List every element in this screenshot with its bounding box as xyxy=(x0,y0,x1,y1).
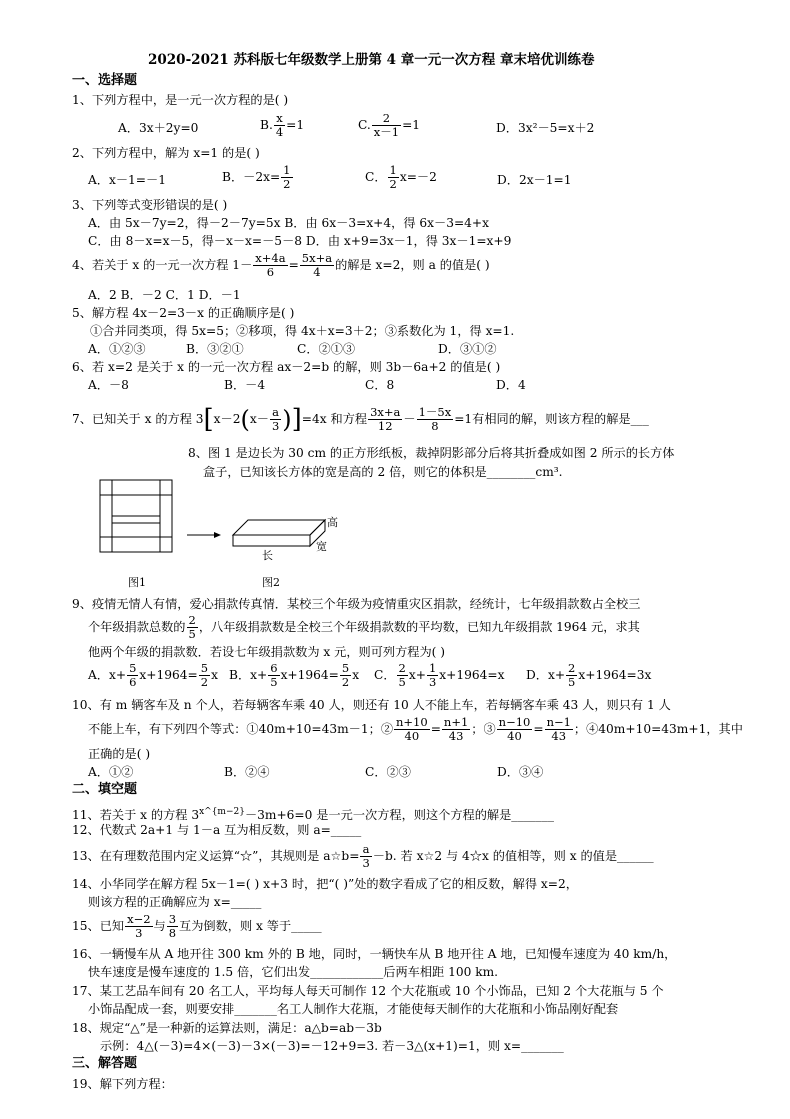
q10-line1: 10、有 m 辆客车及 n 个人，若每辆客车乘 40 人，则还有 10 人不能上车，若每辆客车乘 43 人，则只有 1 人 xyxy=(72,698,671,712)
q14-line1: 14、小华同学在解方程 5x－1=( ) x+3 时，把“( )”处的数字看成了它的相反数，解得 x=2， xyxy=(72,877,578,891)
q2-option-a: A．x－1=－1 xyxy=(88,173,166,187)
section-solve-heading: 三、解答题 xyxy=(72,1056,138,1071)
q12-stem: 12、代数式 2a+1 与 1－a 互为相反数，则 a=_____ xyxy=(72,823,362,837)
page-title: 2020-2021 苏科版七年级数学上册第 4 章一元一次方程 章末培优训练卷 xyxy=(148,52,595,68)
q19-stem: 19、解下列方程： xyxy=(72,1077,173,1091)
figure1-caption: 图1 xyxy=(128,576,146,589)
q10-option-d: D．③④ xyxy=(497,765,544,779)
q2-option-c: C． $\frac{1}{2}$ x=－2 xyxy=(365,163,437,191)
q9-option-d: D．x+ $\frac{2}{5}$ x+1964=3x xyxy=(526,661,652,689)
q18-line1: 18、规定“△”是一种新的运算法则，满足：a△b=ab－3b xyxy=(72,1021,382,1035)
q9-line2: 个年级捐款总数的 $\frac{2}{5}$ ，八年级捐款数是全校三个年级捐款数的平均数，已知九年级捐款 1964 元，求其 xyxy=(88,613,640,641)
q6-option-a: A．－8 xyxy=(88,378,129,392)
q5-stem: 5、解方程 4x－2=3－x 的正确顺序是( ) xyxy=(72,306,295,320)
q1-stem: 1、下列方程中，是一元一次方程的是( ) xyxy=(72,93,289,107)
q5-option-b: B．③②① xyxy=(186,342,244,356)
q10-option-b: B．②④ xyxy=(224,765,270,779)
q14-line2: 则该方程的正确解应为 x=_____ xyxy=(88,895,262,909)
q2-option-b: B．－2x= $\frac{1}{2}$ xyxy=(222,163,291,191)
figure2-caption: 图2 xyxy=(262,576,280,589)
q9-option-b: B．x+ $\frac{6}{5}$ x+1964= $\frac{5}{2}$ x xyxy=(229,661,360,689)
q5-option-d: D．③①② xyxy=(438,342,497,356)
q5-option-a: A．①②③ xyxy=(88,342,146,356)
q4-options: A．2 B．－2 C．1 D．－1 xyxy=(88,288,241,302)
q9-line1: 9、疫情无情人有情，爱心捐款传真情．某校三个年级为疫情重灾区捐款，经统计，七年级捐款数占全校三 xyxy=(72,597,641,611)
q9-option-c: C． $\frac{2}{5}$ x+ $\frac{1}{3}$ x+1964=x xyxy=(374,661,505,689)
q3-options-ab: A．由 5x－7y=2，得－2－7y=5x B．由 6x－3=x+4，得 6x－3=4+x xyxy=(88,216,490,230)
q16-line1: 16、一辆慢车从 A 地开往 300 km 外的 B 地，同时，一辆快车从 B 地开往 A 地，已知慢车速度为 40 km/h， xyxy=(72,947,677,961)
q1-option-d: D．3x²－5=x＋2 xyxy=(496,121,595,135)
q5-steps: ①合并同类项，得 5x=5；②移项，得 4x＋x=3＋2；③系数化为 1，得 x=1. xyxy=(90,324,515,338)
q1-option-a: A．3x＋2y=0 xyxy=(118,121,199,135)
q17-line2: 小饰品配成一套，则要安排_______名工人制作大花瓶，才能使每天制作的大花瓶和小饰品刚好配套 xyxy=(88,1002,619,1016)
q1-option-c: C. $\frac{2}{x-1}$ =1 xyxy=(358,111,421,139)
q6-stem: 6、若 x=2 是关于 x 的一元一次方程 ax－2=b 的解，则 3b－6a+2 的值是( ) xyxy=(72,360,501,374)
q9-option-a: A．x+ $\frac{5}{6}$ x+1964= $\frac{5}{2}$ x xyxy=(88,661,218,689)
q10-line3: 正确的是( ) xyxy=(88,747,151,761)
q11-stem: 11、若关于 x 的方程 $3^{x\^{}\{m-2\}}-3m+6=0$ 是一元一次方程，则这个方程的解是_______ xyxy=(72,807,554,823)
section-choice-heading: 一、选择题 xyxy=(72,73,138,88)
q6-option-d: D．4 xyxy=(496,378,526,392)
q6-option-c: C．8 xyxy=(365,378,395,392)
q6-option-b: B．－4 xyxy=(224,378,266,392)
q10-option-a: A．①② xyxy=(88,765,134,779)
q2-stem: 2、下列方程中，解为 x=1 的是( ) xyxy=(72,146,260,160)
arrow-icon xyxy=(187,532,221,538)
q16-line2: 快车速度是慢车速度的 1.5 倍，它们出发____________后两车相距 100 km. xyxy=(88,965,499,979)
q8-line2: 盒子，已知该长方体的宽是高的 2 倍，则它的体积是________cm³. xyxy=(203,465,563,479)
q8-figures xyxy=(90,478,370,590)
q8-line1: 8、图 1 是边长为 30 cm 的正方形纸板，裁掉阴影部分后将其折叠成如图 2 所示的长方体 xyxy=(188,446,675,460)
q10-option-c: C．②③ xyxy=(365,765,411,779)
q3-stem: 3、下列等式变形错误的是( ) xyxy=(72,198,228,212)
q7-stem: 7、已知关于 x 的方程 3[x－2(x－ $\frac{a}{3}$ )]=4x 和方程 $\frac{3x+a}{12}$ － $\frac{1-5x}{8}$ =1有相同的解，则该方程的解是___ xyxy=(72,404,649,435)
q2-option-d: D．2x－1=1 xyxy=(497,173,572,187)
q4-stem: 4、若关于 x 的一元一次方程 1－ $\frac{x+4a}{6}$ = $\frac{5x+a}{4}$ 的解是 x=2，则 a 的值是( ) xyxy=(72,251,490,279)
section-fill-heading: 二、填空题 xyxy=(72,782,138,797)
q1-option-b: B. $\frac{x}{4}$ =1 xyxy=(260,111,305,139)
label-height: 高 xyxy=(327,516,338,529)
q15-stem: 15、已知 $\frac{x-2}{3}$ 与 $\frac{3}{8}$ 互为倒数，则 x 等于_____ xyxy=(72,912,322,940)
q13-stem: 13、在有理数范围内定义运算“☆”，其规则是 a☆b= $\frac{a}{3}$ －b. 若 x☆2 与 4☆x 的值相等，则 x 的值是______ xyxy=(72,842,654,870)
q17-line1: 17、某工艺品车间有 20 名工人，平均每人每天可制作 12 个大花瓶或 10 个小饰品，已知 2 个大花瓶与 5 个 xyxy=(72,984,664,998)
figure2-box xyxy=(233,520,325,546)
q5-option-c: C．②①③ xyxy=(297,342,356,356)
label-length: 长 xyxy=(262,549,273,562)
q9-line3: 他两个年级的捐款数．若设七年级捐款数为 x 元，则可列方程为( ) xyxy=(88,645,446,659)
label-width: 宽 xyxy=(316,540,327,553)
q10-line2: 不能上车，有下列四个等式：①40m+10=43m－1；② $\frac{n+10}{40}$ = $\frac{n+1}{43}$ ；③ $\frac{n-10}{40}$ = $\frac{n-1}{43}$ ；④40m+10=43m+1，其中 xyxy=(88,715,743,743)
q18-line2: 示例：4△(－3)=4×(－3)－3×(－3)=－12+9=3. 若－3△(x+1)=1，则 x=_______ xyxy=(100,1039,564,1053)
figure1-square-cardboard xyxy=(100,480,172,552)
q3-options-cd: C．由 8－x=x－5，得－x－x=－5－8 D．由 x+9=3x－1，得 3x－1=x+9 xyxy=(88,234,512,248)
